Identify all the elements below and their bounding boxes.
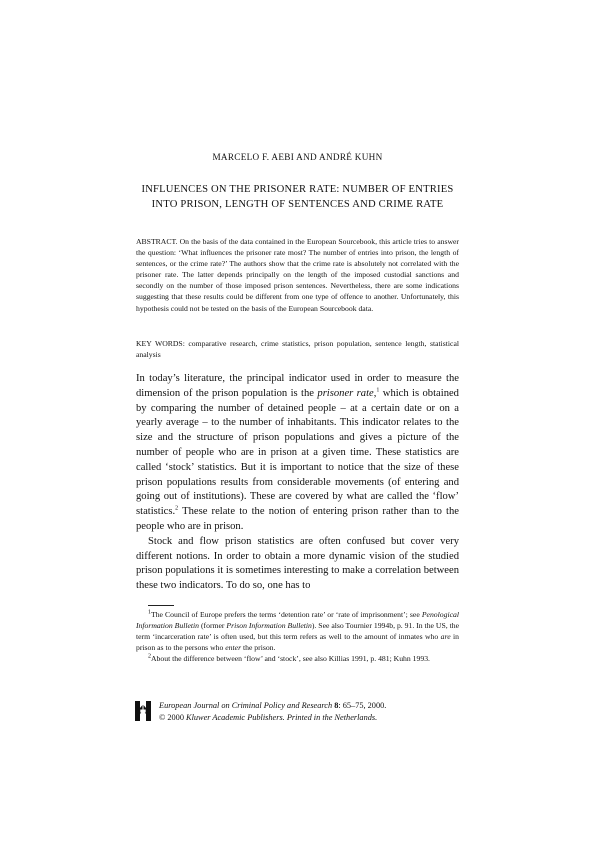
title-line-2: INTO PRISON, LENGTH OF SENTENCES AND CRIME RATE (151, 199, 444, 210)
footnotes (136, 609, 459, 664)
paper-title (100, 182, 495, 212)
publisher-logo-icon (134, 700, 152, 722)
footnote-text: (former (199, 621, 227, 631)
footnote-divider (148, 605, 174, 606)
title-line-1: INFLUENCES ON THE PRISONER RATE: NUMBER OF ENTRIES (141, 184, 454, 195)
body-text-run: These relate to the notion of entering prison rather than to the people who are in prison. (136, 506, 459, 532)
copyright-text: © 2000 (159, 713, 187, 722)
body-text-run: which is obtained by comparing the number of detained people – at a certain date or on a yearly average – to the number of inhabitants. This indicator relates to the size and the structure of prison populations and gives a picture of the number of people who are in prison at a given time. These statistics are called ‘stock’ statistics. But it is important to notice that the size of these prison populations results from considerable movements (of entering and going out of institutions). These are covered by what are called the ‘flow’ statistics. (136, 387, 459, 518)
footnote-1 (136, 609, 459, 653)
journal-volume: 8 (334, 701, 339, 710)
footnote-2 (136, 653, 459, 664)
journal-line-2 (159, 712, 459, 724)
keywords-paragraph: KEY WORDS: comparative research, crime statistics, prison population, sentence length, statistical analysis (136, 339, 459, 360)
journal-line-1 (159, 700, 459, 712)
footnote-text: the prison. (241, 643, 276, 653)
journal-citation (159, 700, 459, 724)
footnote-text: ). See also Tournier 1994b, p. 91. In the US, the term ‘incarceration rate’ is often used, but this term refers as well to the amount of inmates who (136, 621, 459, 642)
body-paragraph-2: Stock and flow prison statistics are often confused but cover very different notions. In order to obtain a more dynamic vision of the studied prison populations it is sometimes interesting to make a correlation between these two indicators. To do so, one has to (136, 535, 459, 592)
abstract-paragraph: ABSTRACT. On the basis of the data contained in the European Sourcebook, this article tries to answer the question: ‘What influences the prisoner rate most? The number of entries into prison, the length of sentences, or the crime rate?’ The authors show that the crime rate is absolutely not correlated with the prisoner rate. The latter depends principally on the length of the imposed custodial sanctions and secondly on the number of those imposed prison sentences. Nevertheless, there are some indications suggesting that these results could be different from one type of offence to another. Unfortunately, this hypothesis could not be tested on the basis of the European Sourcebook data. (136, 237, 459, 313)
footnote-emphasis: enter (225, 643, 242, 653)
footnote-number: 2 (148, 653, 151, 660)
footnote-text: About the difference between ‘flow’ and ‘stock’, see also Killias 1991, p. 481; Kuhn 1993. (151, 654, 430, 664)
body-text (136, 372, 459, 594)
journal-name: European Journal on Criminal Policy and Research (159, 701, 333, 710)
footnote-emphasis: are (440, 632, 451, 642)
footnote-text: in prison as to the persons who (136, 632, 459, 653)
footnote-number: 1 (148, 609, 151, 616)
journal-pages: : 65–75, 2000. (338, 701, 387, 710)
footnote-text: The Council of Europe prefers the terms ‘detention rate’ or ‘rate of imprisonment’; see (151, 610, 422, 619)
body-emphasis: prisoner rate (317, 387, 374, 399)
footnote-marker-1: 1 (376, 387, 380, 394)
footnote-emphasis: Prison Information Bulletin (226, 621, 312, 631)
footnote-emphasis: Penological Information Bulletin (136, 610, 459, 631)
body-text-run: In today’s literature, the principal indicator used in order to measure the dimension of the prison population is the (136, 373, 459, 399)
publisher-name: Kluwer Academic Publishers. Printed in the Netherlands. (186, 713, 378, 722)
footnote-marker-2: 2 (175, 505, 179, 512)
body-paragraph-1: In today’s literature, the principal indicator used in order to measure the dimension of the prison population is the prisoner rate,$^1$ which is obtained by comparing the number of detained people – at a certain date or on a yearly average – to the number of inhabitants. This indicator relates to the size and the structure of prison populations and gives a picture of the number of people who are in prison at a given time. These statistics are called ‘stock’ statistics. But it is important to notice that the size of these prison populations results from considerable movements (of entering and going out of institutions). These are covered by what are called the ‘flow’ statistics.$^2$ These relate to the notion of entering prison rather than to the people who are in prison. (136, 373, 459, 532)
author-line: MARCELO F. AEBI AND ANDRÉ KUHN (212, 152, 383, 162)
